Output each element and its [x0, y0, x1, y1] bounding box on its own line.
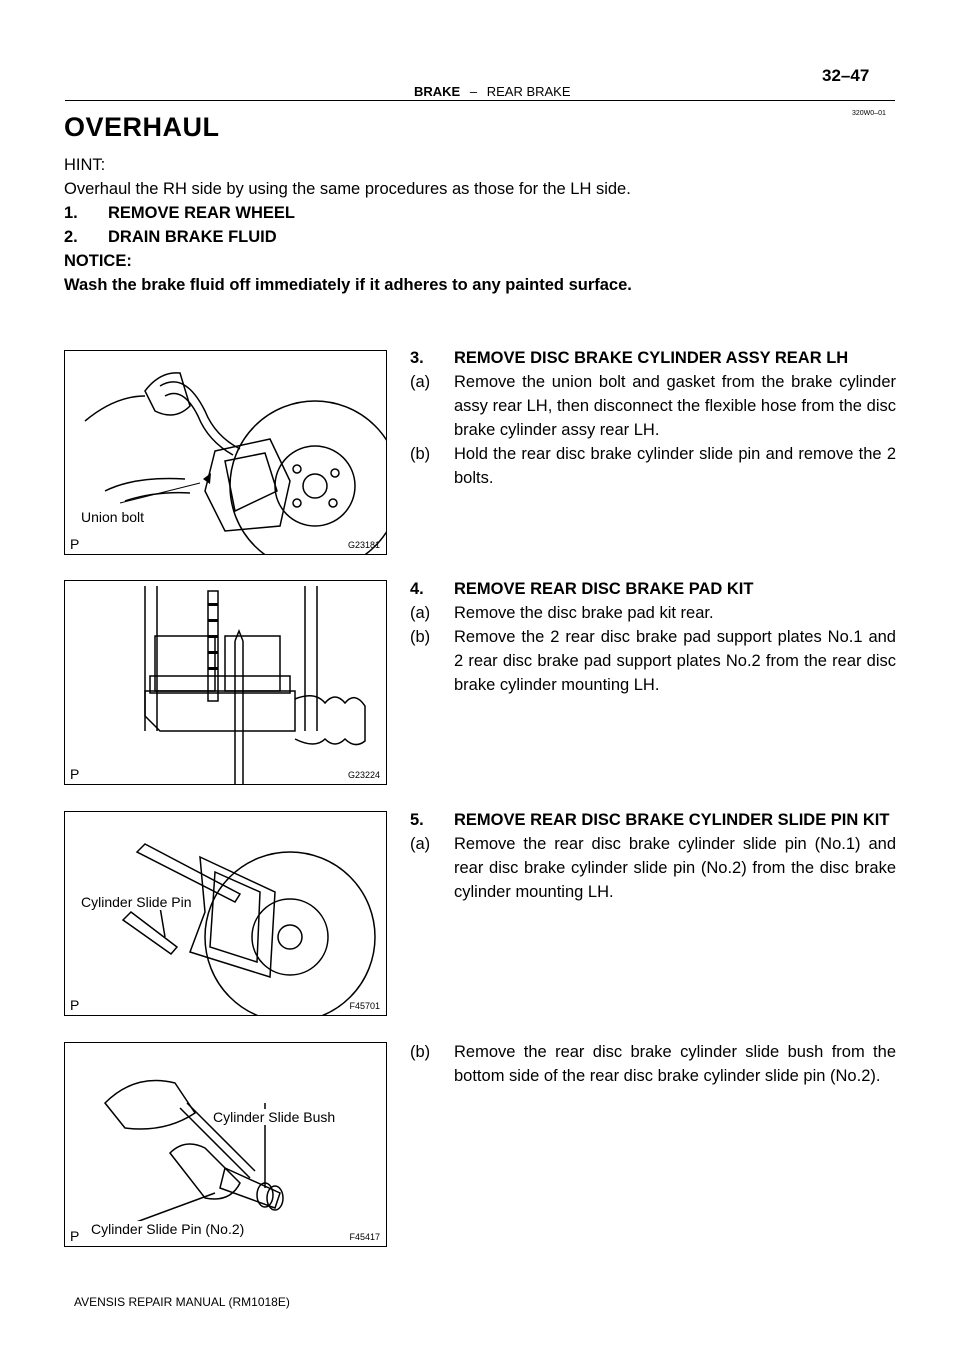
step-5b — [410, 1040, 896, 1088]
step-5b-block — [410, 1040, 896, 1088]
figure-pad-removal — [64, 580, 387, 785]
step-4-title: REMOVE REAR DISC BRAKE PAD KIT — [454, 580, 754, 598]
figure-union-bolt — [64, 350, 387, 555]
header-separator: – — [469, 84, 478, 99]
notice-label: NOTICE: — [64, 252, 132, 270]
figure-slide-bush — [64, 1042, 387, 1247]
step-1-title: REMOVE REAR WHEEL — [108, 204, 296, 222]
callout-union-bolt: Union bolt — [81, 509, 145, 525]
intro-block — [64, 153, 904, 297]
step-1-number: 1. — [64, 204, 78, 222]
figure-marker: P — [70, 1228, 80, 1244]
step-3 — [410, 346, 896, 490]
notice-text: Wash the brake fluid off immediately if it adheres to any painted surface. — [64, 276, 632, 294]
page-footer: AVENSIS REPAIR MANUAL (RM1018E) — [74, 1295, 290, 1309]
step-5-heading — [410, 808, 896, 832]
step-4b-text: Remove the 2 rear disc brake pad support plates No.1 and 2 rear disc brake pad support plates No.2 from the rear disc brake cylinder mounting LH. — [454, 628, 896, 694]
step-5 — [410, 808, 896, 904]
figure-marker: P — [70, 997, 80, 1013]
step-3a — [410, 370, 896, 442]
step-3b — [410, 442, 896, 490]
step-3-heading — [410, 346, 896, 370]
running-header — [414, 84, 571, 99]
figure-code: G23181 — [347, 540, 380, 550]
figure-marker: P — [70, 536, 80, 552]
step-5-title: REMOVE REAR DISC BRAKE CYLINDER SLIDE PIN KIT — [454, 811, 890, 829]
document-code: 320W0–01 — [852, 110, 886, 117]
figure-code: F45701 — [349, 1001, 380, 1011]
figure-code: G23224 — [347, 770, 380, 780]
step-2 — [64, 225, 904, 249]
step-4b — [410, 625, 896, 697]
hint-text: Overhaul the RH side by using the same procedures as those for the LH side. — [64, 180, 631, 198]
step-4b-label: (b) — [410, 628, 431, 646]
figure-pad-removal-illustration — [65, 581, 387, 785]
step-3-title: REMOVE DISC BRAKE CYLINDER ASSY REAR LH — [454, 349, 849, 367]
step-3a-text: Remove the union bolt and gasket from the brake cylinder assy rear LH, then disconnect the flexible hose from the disc brake cylinder assy rear LH. — [454, 373, 896, 439]
step-5a-text: Remove the rear disc brake cylinder slide pin (No.1) and rear disc brake cylinder slide pin (No.2) from the disc brake cylinder mounting LH. — [454, 835, 896, 901]
step-3a-label: (a) — [410, 373, 431, 391]
step-4a-text: Remove the disc brake pad kit rear. — [454, 604, 714, 622]
page-title: OVERHAUL — [64, 112, 220, 142]
step-5a — [410, 832, 896, 904]
step-4-number: 4. — [410, 580, 424, 598]
callout-cylinder-slide-pin: Cylinder Slide Pin — [81, 894, 192, 910]
step-4-heading — [410, 577, 896, 601]
header-section: BRAKE — [414, 84, 461, 99]
figure-slide-pins-illustration — [65, 812, 387, 1016]
figure-slide-bush-illustration — [65, 1043, 387, 1247]
step-2-number: 2. — [64, 228, 78, 246]
callout-cylinder-slide-pin-no2: Cylinder Slide Pin (No.2) — [91, 1221, 245, 1237]
figure-marker: P — [70, 766, 80, 782]
step-4 — [410, 577, 896, 697]
step-5b-text: Remove the rear disc brake cylinder slide bush from the bottom side of the rear disc brake cylinder slide pin (No.2). — [454, 1043, 896, 1085]
step-3b-label: (b) — [410, 445, 431, 463]
figure-code: F45417 — [349, 1232, 380, 1242]
header-subsection: REAR BRAKE — [486, 84, 571, 99]
step-5a-label: (a) — [410, 835, 431, 853]
step-1 — [64, 201, 904, 225]
hint-label: HINT: — [64, 156, 106, 174]
step-4a — [410, 601, 896, 625]
step-3b-text: Hold the rear disc brake cylinder slide pin and remove the 2 bolts. — [454, 445, 896, 487]
step-5b-label: (b) — [410, 1043, 431, 1061]
step-4a-label: (a) — [410, 604, 431, 622]
figure-slide-pins — [64, 811, 387, 1016]
page-number: 32–47 — [822, 66, 870, 85]
step-2-title: DRAIN BRAKE FLUID — [108, 228, 277, 246]
step-3-number: 3. — [410, 349, 424, 367]
header-rule — [65, 100, 895, 101]
callout-cylinder-slide-bush: Cylinder Slide Bush — [213, 1109, 336, 1125]
step-5-number: 5. — [410, 811, 424, 829]
